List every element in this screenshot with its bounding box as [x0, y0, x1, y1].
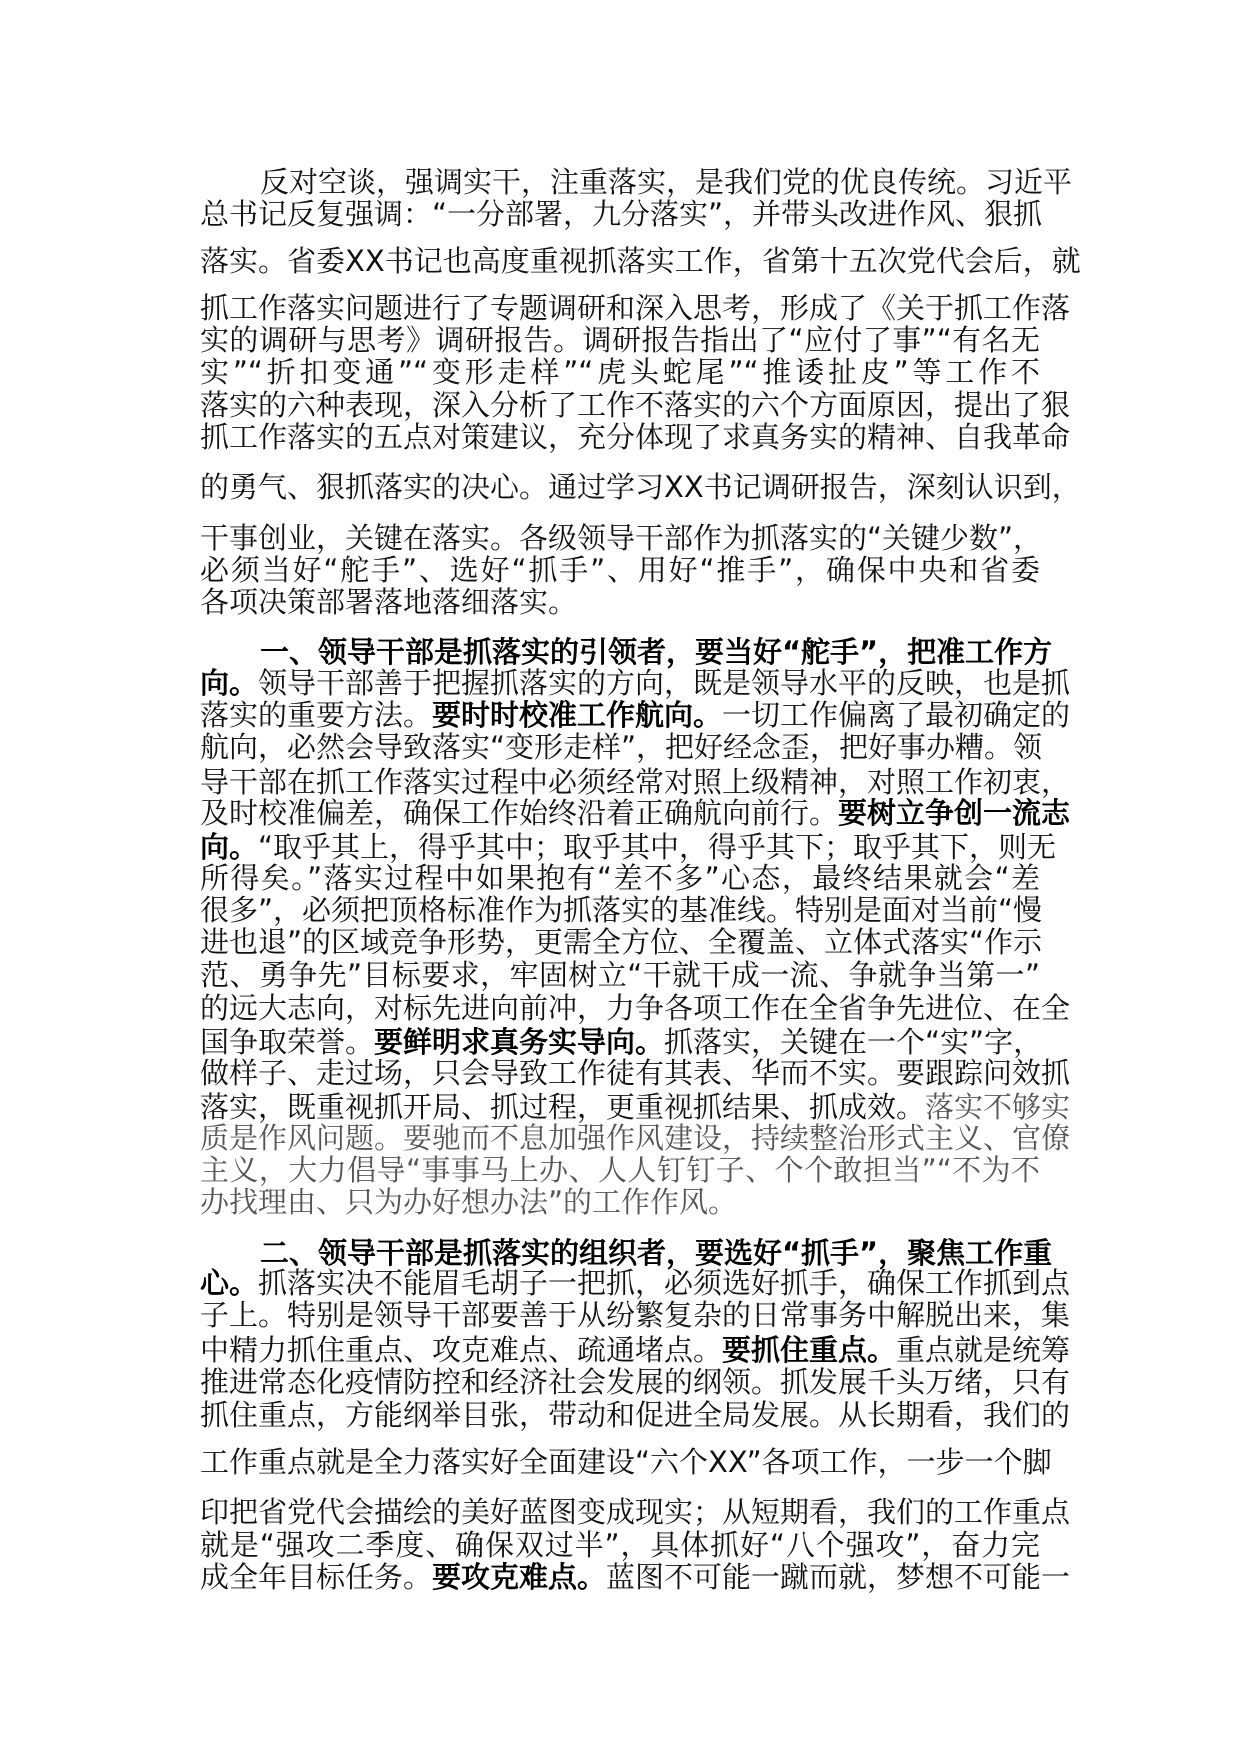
body-text: 落实的重要方法。 [200, 698, 433, 732]
body-text: 导干部在抓工作落实过程中必须经常对照上级精神，对照工作初衷， [200, 765, 1071, 799]
bold-text: 向。 [200, 666, 259, 700]
body-text: 必须当好“舵手”、选好“抓手”、用好“推手”，确保中央和省委 [200, 553, 1040, 587]
paragraph-line [200, 1266, 1071, 1300]
paragraph-line [200, 291, 1071, 325]
body-text: 推进常态化疫情防控和经济社会发展的纲领。抓发展千头万绪，只有 [200, 1365, 1071, 1399]
bold-text: 二、领导干部是抓落实的组织者，要选好“抓手”，聚焦工作重 [260, 1236, 1053, 1270]
body-text: 抓落实决不能眉毛胡子一把抓，必须选好抓手，确保工作抓到点 [258, 1266, 1071, 1300]
body-text: 很多”，必须把顶格标准作为抓落实的基准线。特别是面对当前“慢 [200, 893, 1043, 927]
paragraph-line [200, 388, 1071, 422]
body-text: 重点就是统筹 [896, 1333, 1071, 1367]
bold-text: 向。 [200, 830, 259, 864]
paragraph-line [200, 553, 1040, 587]
paragraph-line [200, 1445, 1052, 1479]
bold-text: 要树立争创一流志 [838, 796, 1071, 830]
body-text: “取乎其上，得乎其中；取乎其中，得乎其下；取乎其下，则无 [258, 830, 1057, 864]
body-text: 干事创业，关键在落实。各级领导干部作为抓落实的“关键少数”， [200, 521, 1043, 555]
bold-text: 要鲜明求真务实导向。 [374, 1025, 665, 1059]
paragraph-line [200, 1090, 1071, 1124]
paragraph-line [200, 925, 1043, 959]
paragraph-line [200, 1056, 1071, 1090]
bold-text: 一、领导干部是抓落实的引领者，要当好“舵手”，把准工作方 [260, 635, 1053, 669]
paragraph-line [200, 197, 1043, 231]
paragraph-line [200, 355, 1040, 389]
body-text: 实的调研与思考》调研报告。调研报告指出了“应付了事”“有名无 [200, 323, 1040, 357]
paragraph-line [200, 1153, 1040, 1187]
body-text: 子上。特别是领导干部要善于从纷繁复杂的日常事务中解脱出来，集 [200, 1298, 1071, 1332]
body-text: 就是“强攻二季度、确保双过半”，具体抓好“八个强攻”，奋力完 [200, 1528, 1040, 1562]
paragraph-line [200, 958, 1040, 992]
body-text: 范、勇争先”目标要求，牢固树立“干就干成一流、争就争当第一” [200, 958, 1040, 992]
paragraph-line [260, 165, 1073, 199]
paragraph-line [200, 893, 1043, 927]
paragraph-line [200, 1185, 1040, 1219]
body-text: 落实。省委XX书记也高度重视抓落实工作，省第十五次党代会后，就 [200, 244, 1081, 278]
body-text: 总书记反复强调：“一分部署，九分落实”，并带头改进作风、狠抓 [200, 197, 1043, 231]
paragraph-line [200, 521, 1043, 555]
body-text: 领导干部善于把握抓落实的方向，既是领导水平的反映，也是抓 [258, 666, 1071, 700]
body-text: 抓住重点，方能纲举目张，带动和促进全局发展。从长期看，我们的 [200, 1398, 1071, 1432]
paragraph-line [200, 666, 1071, 700]
body-text: 做样子、走过场，只会导致工作徒有其表、华而不实。要跟踪问效抓 [200, 1056, 1071, 1090]
body-text: 蓝图不可能一蹴而就，梦想不可能一 [606, 1560, 1071, 1594]
paragraph-line [200, 796, 1071, 830]
paragraph-line [200, 1528, 1040, 1562]
paragraph-line [200, 244, 1081, 278]
paragraph-line [200, 1298, 1071, 1332]
body-text: 一切工作偏离了最初确定的 [722, 698, 1071, 732]
bold-text: 要攻克难点。 [432, 1560, 607, 1594]
paragraph-line [200, 698, 1071, 732]
body-text: 实”“折扣变通”“变形走样”“虎头蛇尾”“推诿扯皮”等工作不 [200, 355, 1040, 389]
paragraph-line [200, 1025, 1043, 1059]
body-text: 所得矣。”落实过程中如果抱有“差不多”心态，最终结果就会“差 [200, 861, 1040, 895]
paragraph-line [200, 1560, 1071, 1594]
paragraph-line [200, 991, 1071, 1025]
body-text: 抓落实，关键在一个“实”字， [664, 1025, 1043, 1059]
gray-text: 主义，大力倡导“事事马上办、人人钉钉子、个个敢担当”“不为不 [200, 1153, 1040, 1187]
section-heading-line [260, 1236, 1053, 1270]
body-text: 的勇气、狠抓落实的决心。通过学习XX书记调研报告，深刻认识到， [200, 470, 1081, 504]
paragraph-line [200, 1333, 1071, 1367]
body-text: 及时校准偏差，确保工作始终沿着正确航向前行。 [200, 796, 839, 830]
paragraph-line [200, 323, 1040, 357]
body-text: 航向，必然会导致落实“变形走样”，把好经念歪，把好事办糟。领 [200, 730, 1043, 764]
body-text: 工作重点就是全力落实好全面建设“六个XX”各项工作，一步一个脚 [200, 1445, 1052, 1479]
body-text: 抓工作落实的五点对策建议，充分体现了求真务实的精神、自我革命 [200, 420, 1071, 454]
body-text: 印把省党代会描绘的美好蓝图变成现实；从短期看，我们的工作重点 [200, 1495, 1071, 1529]
bold-text: 心。 [200, 1266, 259, 1300]
paragraph-line [200, 470, 1081, 504]
body-text: 的远大志向，对标先进向前冲，力争各项工作在全省争先进位、在全 [200, 991, 1071, 1025]
gray-text: 质是作风问题。要驰而不息加强作风建设，持续整治形式主义、官僚 [200, 1121, 1071, 1155]
body-text: 中精力抓住重点、攻克难点、疏通堵点。 [200, 1333, 723, 1367]
body-text: 进也退”的区域竞争形势，更需全方位、全覆盖、立体式落实“作示 [200, 925, 1043, 959]
bold-text: 要时时校准工作航向。 [432, 698, 723, 732]
body-text: 国争取荣誉。 [200, 1025, 375, 1059]
gray-text: 办找理由、只为办好想办法”的工作作风。 [200, 1185, 738, 1219]
paragraph-line [200, 730, 1043, 764]
paragraph-line [200, 830, 1057, 864]
paragraph-line [200, 765, 1071, 799]
paragraph-line [200, 1495, 1071, 1529]
body-text: 抓工作落实问题进行了专题调研和深入思考，形成了《关于抓工作落 [200, 291, 1071, 325]
body-text: 各项决策部署落地落细落实。 [200, 585, 578, 619]
bold-text: 要抓住重点。 [722, 1333, 897, 1367]
paragraph-line [200, 585, 1040, 619]
body-text: 反对空谈，强调实干，注重落实，是我们党的优良传统。习近平 [260, 165, 1073, 199]
section-heading-line [260, 635, 1053, 669]
body-text: 落实，既重视抓开局、抓过程，更重视抓结果、抓成效。 [200, 1090, 926, 1124]
paragraph-line [200, 1365, 1071, 1399]
gray-text: 落实不够实 [925, 1090, 1071, 1124]
paragraph-line [200, 1398, 1071, 1432]
paragraph-line [200, 861, 1040, 895]
body-text: 落实的六种表现，深入分析了工作不落实的六个方面原因，提出了狠 [200, 388, 1071, 422]
paragraph-line [200, 1121, 1071, 1155]
paragraph-line [200, 420, 1071, 454]
body-text: 成全年目标任务。 [200, 1560, 433, 1594]
